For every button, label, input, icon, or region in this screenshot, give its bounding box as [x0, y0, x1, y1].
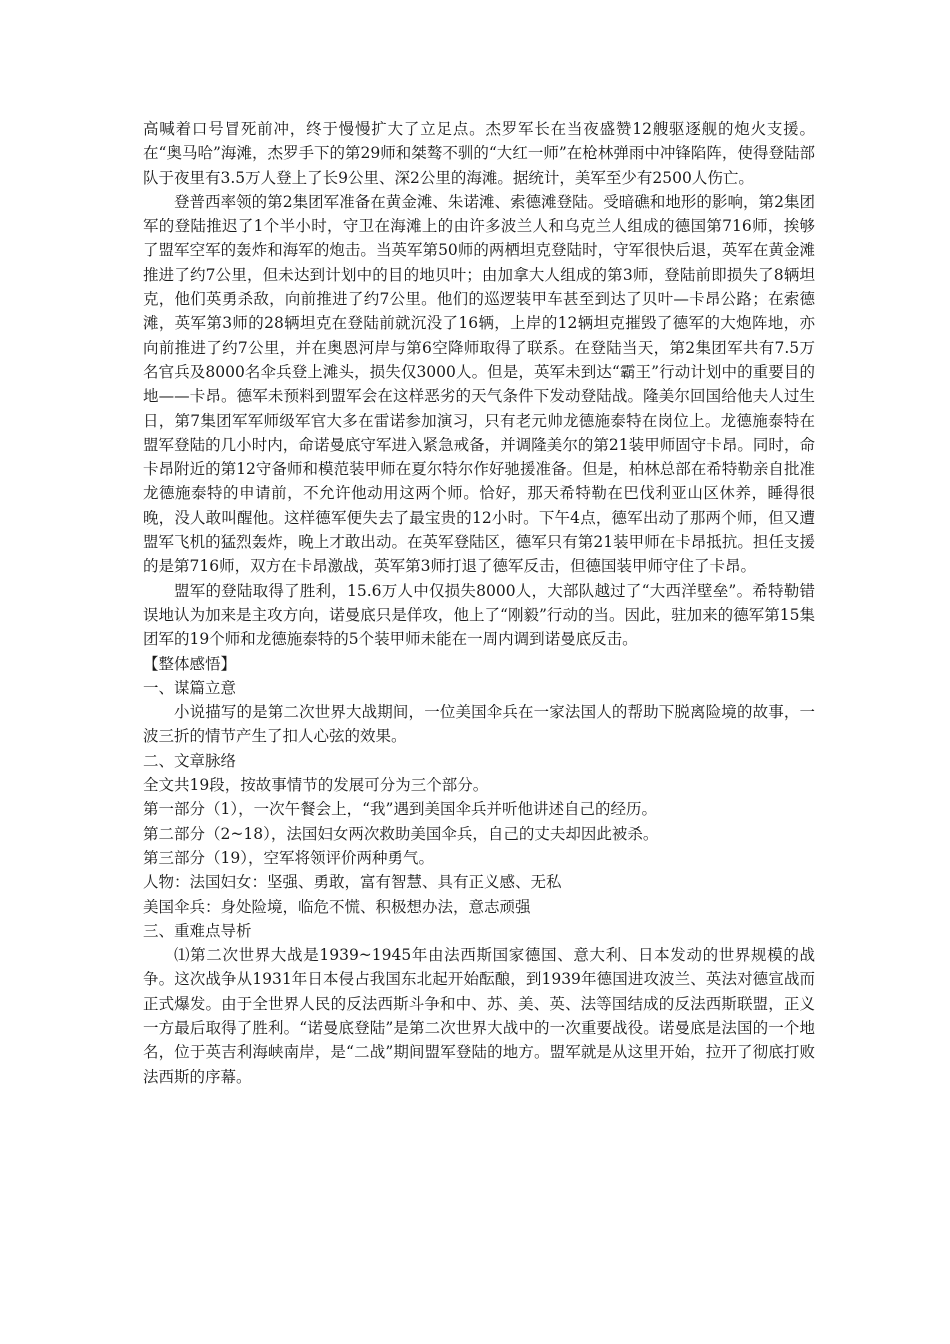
character-american-paratrooper: 美国伞兵：身处险境，临危不慌、积极想办法，意志顽强: [143, 897, 531, 916]
subsection-title-key-points: 三、重难点导析: [143, 921, 252, 940]
structure-line-part-two: 第二部分（2~18），法国妇女两次救助美国伞兵，自己的丈夫却因此被杀。: [143, 824, 659, 843]
paragraph-second-army: 登普西率领的第2集团军准备在黄金滩、朱诺滩、索德滩登陆。受暗礁和地形的影响，第2集团军的登陆推迟了1个半小时，守卫在海滩上的由许多波兰人和乌克兰人组成的德国第716师，挨够了盟军空军的轰炸和海军的炮击。当英军第50师的两栖坦克登陆时，守军很快后退，英军在黄金滩推进了约7公里，但未达到计划中的目的地贝叶；由加拿大人组成的第3师，登陆前即损失了8辆坦克，他们英勇杀敌，向前推进了约7公里。他们的巡逻装甲车甚至到达了贝叶—卡昂公路；在索德滩，英军第3师的28辆坦克在登陆前就沉没了16辆，上岸的12辆坦克摧毁了德军的大炮阵地，亦向前推进了约7公里，并在奥恩河岸与第6空降师取得了联系。在登陆当天，第2集团军共有7.5万名官兵及8000名伞兵登上滩头，损失仅3000人。但是，英军未到达“霸王”行动计划中的重要目的地——卡昂。德军未预料到盟军会在这样恶劣的天气条件下发动登陆战。隆美尔回国给他夫人过生日，第7集团军军师级军官大多在雷诺参加演习，只有老元帅龙德施泰特在岗位上。龙德施泰特在盟军登陆的几小时内，命诺曼底守军进入紧急戒备，并调隆美尔的第21装甲师固守卡昂。同时，命卡昂附近的第12守备师和模范装甲师在夏尔特尔作好驰援准备。但是，柏林总部在希特勒亲自批准龙德施泰特的申请前，不允许他动用这两个师。恰好，那天希特勒在巴伐利亚山区休养，睡得很晚，没人敢叫醒他。这样德军便失去了最宝贵的12小时。下午4点，德军出动了那两个师，但又遭盟军飞机的猛烈轰炸，晚上才敢出动。在英军登陆区，德军只有第21装甲师在卡昂抵抗。担任支援的是第716师，双方在卡昂激战，英军第3师打退了德军反击，但德国装甲师守住了卡昂。: [143, 192, 815, 576]
section-heading-overall: 【整体感悟】: [143, 654, 237, 673]
document-body: [143, 117, 815, 1089]
subsection-title-structure: 二、文章脉络: [143, 751, 237, 770]
structure-line-part-three: 第三部分（19），空军将领评价两种勇气。: [143, 848, 434, 867]
paragraph-victory: 盟军的登陆取得了胜利，15.6万人中仅损失8000人，大部队越过了“大西洋壁垒”。希特勒错误地认为加来是主攻方向，诺曼底只是佯攻，他上了“刚毅”行动的当。因此，驻加来的德军第15集团军的19个师和龙德施泰特的5个装甲师未能在一周内调到诺曼底反击。: [143, 581, 815, 649]
paragraph-theme: 小说描写的是第二次世界大战期间，一位美国伞兵在一家法国人的帮助下脱离险境的故事，一波三折的情节产生了扣人心弦的效果。: [143, 703, 815, 746]
paragraph-omaha: 高喊着口号冒死前冲，终于慢慢扩大了立足点。杰罗军长在当夜盛赞12艘驱逐舰的炮火支援。在“奥马哈”海滩，杰罗手下的第29师和桀骜不驯的“大红一师”在枪林弹雨中冲锋陷阵，使得登陆部队于夜里有3.5万人登上了长9公里、深2公里的海滩。据统计，美军至少有2500人伤亡。: [143, 120, 815, 187]
subsection-title-theme: 一、谋篇立意: [143, 678, 237, 697]
paragraph-wwii-background: ⑴第二次世界大战是1939~1945年由法西斯国家德国、意大利、日本发动的世界规模的战争。这次战争从1931年日本侵占我国东北起开始酝酿，到1939年德国进攻波兰、英法对德宣战而正式爆发。由于全世界人民的反法西斯斗争和中、苏、美、英、法等国结成的反法西斯联盟，正义一方最后取得了胜利。“诺曼底登陆”是第二次世界大战中的一次重要战役。诺曼底是法国的一个地名，位于英吉利海峡南岸，是“二战”期间盟军登陆的地方。盟军就是从这里开始，拉开了彻底打败法西斯的序幕。: [143, 946, 815, 1086]
structure-line-part-one: 第一部分（1），一次午餐会上，“我”遇到美国伞兵并听他讲述自己的经历。: [143, 800, 657, 819]
character-french-woman: 人物：法国妇女：坚强、勇敢，富有智慧、具有正义感、无私: [143, 873, 562, 892]
structure-line-summary: 全文共19段，按故事情节的发展可分为三个部分。: [143, 776, 489, 795]
